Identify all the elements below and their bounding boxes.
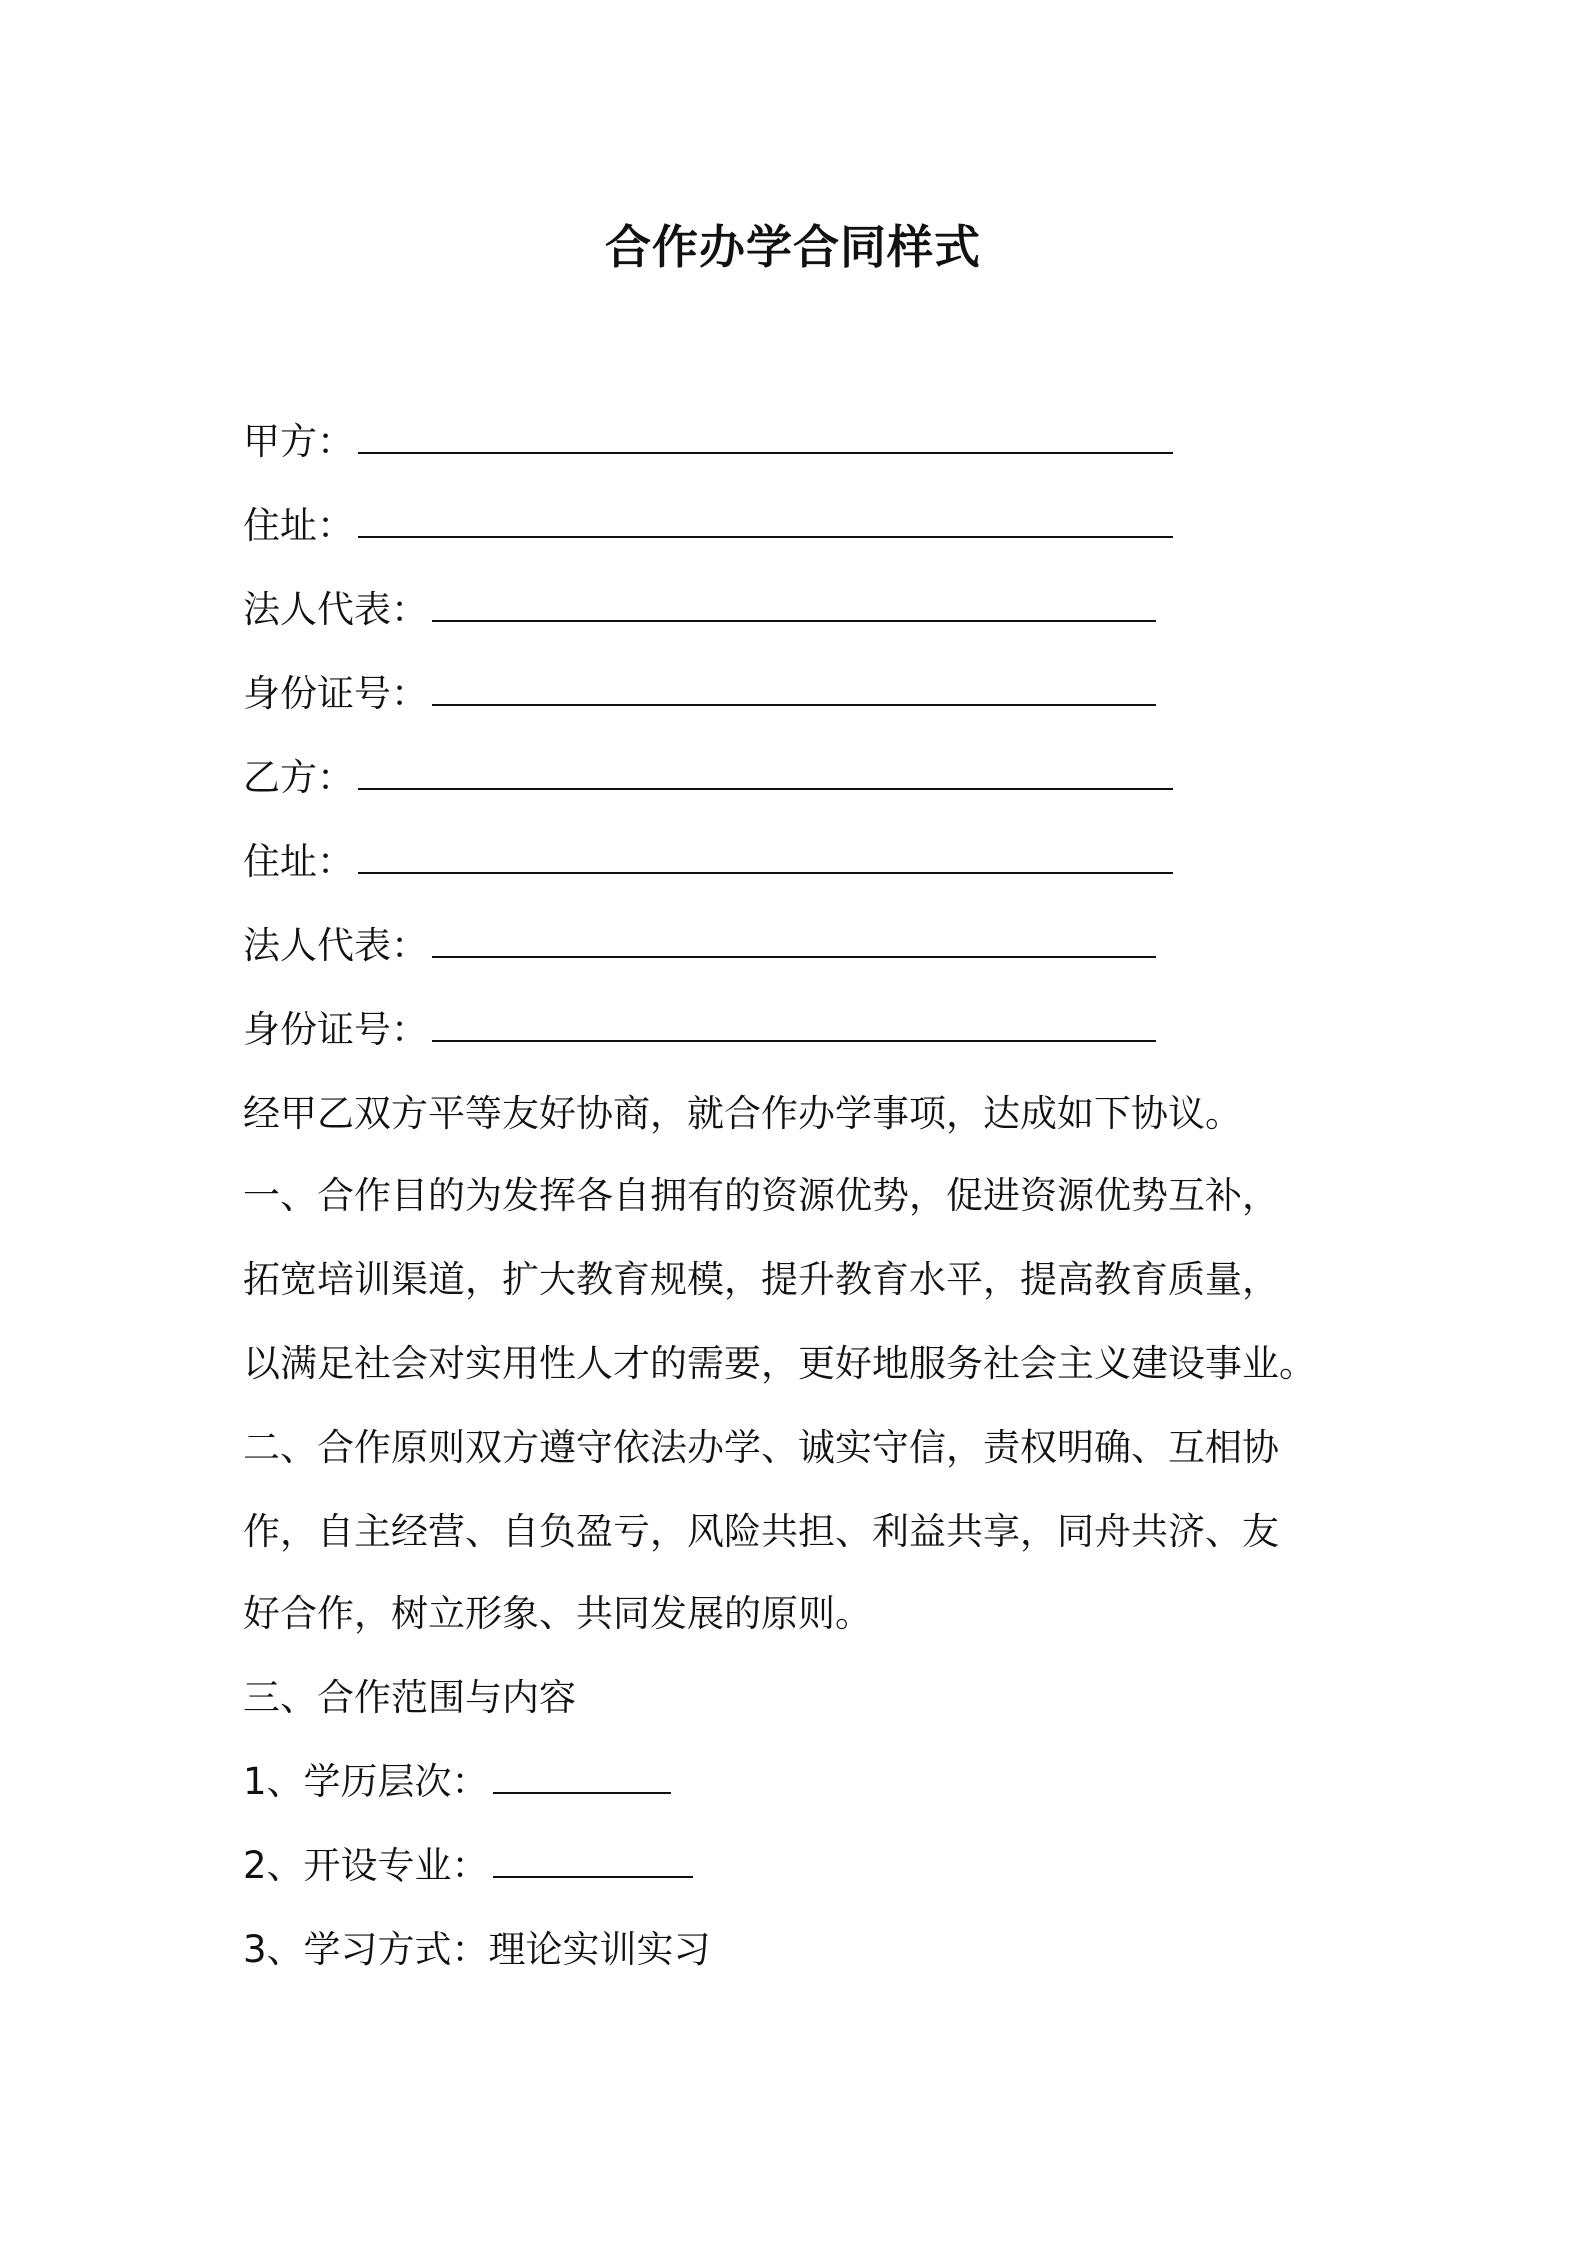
section3-item-major [243, 1836, 693, 1896]
party-a-name-blank[interactable] [358, 422, 1173, 454]
party-a-address-label: 住址： [243, 504, 354, 547]
party-a-id-blank[interactable] [432, 674, 1156, 706]
section3-item-study-mode [243, 1920, 711, 1980]
party-a-id-label: 身份证号： [243, 672, 428, 715]
study-mode-label: 3、学习方式： [243, 1928, 489, 1971]
party-a-name-label: 甲方： [243, 420, 354, 463]
party-a-rep-label: 法人代表： [243, 588, 428, 631]
section1-line-1: 一、合作目的为发挥各自拥有的资源优势，促进资源优势互补， [243, 1174, 1279, 1217]
section2-line-2: 作，自主经营、自负盈亏，风险共担、利益共享，同舟共济、友 [243, 1510, 1279, 1553]
party-b-id-line [243, 1000, 1156, 1060]
party-b-name-blank[interactable] [358, 758, 1173, 790]
section2-line-3: 好合作，树立形象、共同发展的原则。 [243, 1592, 872, 1635]
party-b-name-label: 乙方： [243, 756, 354, 799]
party-b-id-blank[interactable] [432, 1010, 1156, 1042]
party-a-id-line [243, 664, 1156, 724]
section1-line-3: 以满足社会对实用性人才的需要，更好地服务社会主义建设事业。 [243, 1342, 1316, 1385]
party-b-rep-label: 法人代表： [243, 924, 428, 967]
section2-line-1: 二、合作原则双方遵守依法办学、诚实守信，责权明确、互相协 [243, 1426, 1279, 1469]
party-b-address-line [243, 832, 1173, 892]
study-mode-value: 理论实训实习 [488, 1928, 711, 1971]
party-a-name-line [243, 412, 1173, 472]
section3-heading: 三、合作范围与内容 [243, 1676, 576, 1719]
major-label: 2、开设专业： [243, 1844, 489, 1887]
section1-line-2: 拓宽培训渠道，扩大教育规模，提升教育水平，提高教育质量， [243, 1258, 1279, 1301]
party-a-rep-blank[interactable] [432, 590, 1156, 622]
party-b-name-line [243, 748, 1173, 808]
party-a-rep-line [243, 580, 1156, 640]
education-level-blank[interactable] [493, 1762, 671, 1794]
party-b-address-blank[interactable] [358, 842, 1173, 874]
major-blank[interactable] [493, 1846, 693, 1878]
section3-item-education-level [243, 1752, 671, 1812]
party-b-rep-line [243, 916, 1156, 976]
education-level-label: 1、学历层次： [243, 1760, 489, 1803]
document-title: 合作办学合同样式 [605, 220, 981, 274]
party-b-rep-blank[interactable] [432, 926, 1156, 958]
party-a-address-blank[interactable] [358, 506, 1173, 538]
intro-paragraph: 经甲乙双方平等友好协商，就合作办学事项，达成如下协议。 [243, 1092, 1242, 1135]
party-b-address-label: 住址： [243, 840, 354, 883]
party-b-id-label: 身份证号： [243, 1008, 428, 1051]
party-a-address-line [243, 496, 1173, 556]
